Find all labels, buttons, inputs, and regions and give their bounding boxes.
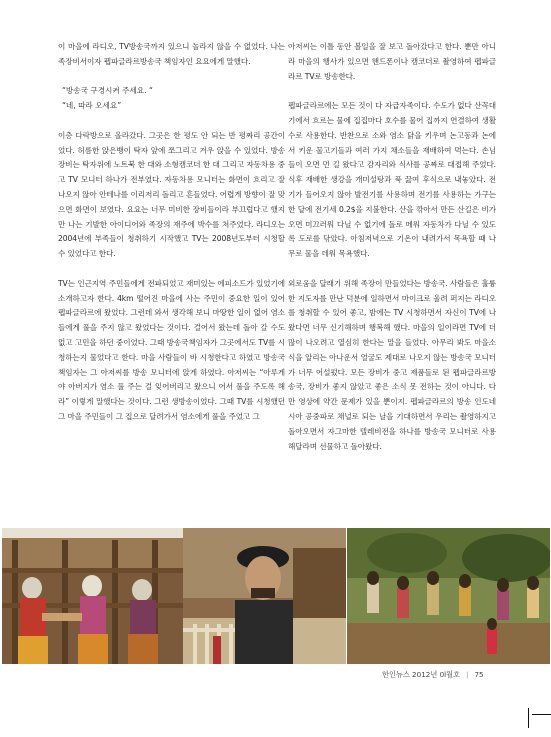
page-footer: 한인뉴스 2012년 0l월호 | 75: [382, 670, 484, 679]
quote-line: “방송국 구경시켜 주세요. “: [62, 86, 153, 96]
paragraph: 이 마을에 라디오, TV방송국까지 있으니 놀라지 않을 수 없었다. 나는 족장비서이자 펩파글라르방송국 책임자인 요요에게 말했다.: [58, 42, 285, 66]
page-number: 75: [474, 670, 484, 679]
photo-strip: [2, 528, 550, 664]
crop-mark: [528, 708, 529, 728]
paragraph: TV는 인근지역 주민들에게 전파되었고 재미있는 에피소드가 있었기에 소개하고자 한다. 4km 떨어진 마을에 사는 주민이 중요한 일이 있어 펩파글라르에 왔었다. 그런데 와서 생각해 보니 마땅한 일이 없어 염소들에게 풀을 주지 않고 왔었다는 것이다. 걸어서 왔는데 돌아 갈 수도 없고 고민을 하던 중이었다. 그때 방송국책임자가 그곳에서도 TV를 시청하는지 물었다고 한다. 마을 사람들이 바 시청한다고 하였고 방송국책임자는 그 아저씨를 방송 모니터에 앉게 하였다. 아저씨는 “아루게야 아버지가 염소 풀 주는 걸 잊어버리고 왔으니 어서 풀을 주도록 해라” 이렇게 말했다는 것이다. 그런 생방송이었다. 그때 TV를 시청했던 그 마을 주민들이 그 집으로 달려가서 염소에게 풀을 주었고 그: [58, 278, 285, 421]
paragraph: 아저씨는 이틀 동안 볼일을 잘 보고 돌아갔다고 한다. 뿐만 아니라 마을의 행사가 있으면 핸드폰이나 캠코더로 촬영하여 펩파글라르 TV로 방송한다.: [288, 42, 496, 81]
right-column: [288, 40, 496, 454]
left-column: [58, 40, 285, 425]
crop-mark: [532, 714, 551, 715]
paragraph: 이층 다락방으로 올라갔다. 그곳은 한 평도 안 되는 반 평짜리 공간이었다. 허름한 앉은뱅이 탁자 앞에 쪼그리고 겨우 앉을 수 있었다. 방송 장비는 탁자위에 노트북 한 대와 소형캠코더 한 대 그리고 자동차용 중고 TV 모니터 하나가 전부였다. 자동차용 모니터는 화면이 흐리고 잘 나오지 않아 안테나를 이리저리 돌리고 흔들었다. 어렵게 방향이 잘 맞으면 화면이 보였다. 요요는 너무 미비한 장비들이라 부끄럽다고 했지만 나는 기발한 아이디어와 족장의 재주에 박수를 쳐주었다. 라디오는 2004년에 부족들이 청취하기 시작했고 TV는 2008년도부터 시청할 수 있었다고 한다.: [58, 130, 285, 259]
paragraph: 펩파글라르에는 모든 것이 다 자급자족이다. 수도가 없다 산꼭대기에서 흐르는 물에 집집마다 호수를 물어 집까지 연결하여 생활수로 사용한다. 반찬으로 소와 염소 닭을 키우며 논고동과 논에서 키운 물고기들과 여러 가지 채소들을 재배하여 먹는다. 손님들이 오면 먼 길 왔다고 감자리와 식사를 공짜로 대접해 주었다. 식후 재배한 생강을 개미설탕과 푹 끓여 후식으로 내놓았다. 전기가 들어오지 않아 발전기를 사용하며 전기를 사용하는 가구는 한 달에 전기세 0.2$을 지불한다. 산을 깎아서 만든 산길은 비가 오면 미끄러워 다닐 수 없기에 돌로 메워 자동차가 다닐 수 있도록 도로를 닦았다. 아침저녁으로 기온이 내려가서 목욕할 때 나무로 물을 데워 목욕했다.: [288, 101, 496, 259]
quote-line: “네, 따라 오세요”: [62, 101, 122, 111]
photo-smiling-man: [183, 528, 346, 664]
paragraph: 외로움을 달래기 위해 족장이 만들었다는 방송국. 사람들은 훌륭한 지도자를 만난 덕분에 일하면서 마이크로 울려 퍼지는 라디오를 청취할 수 있어 좋고, 밤에는 TV 시청하면서 자신이 TV에 나왔다면 너무 신기해하며 행복해 했다. 마을의 일이라면 TV에 더 많이 나오려고 열심히 한다는 말을 들었다. 아무리 봐도 마을소식을 알리는 아나운서 얼굴도 제대로 나오지 않는 방송국 모니터가 너무 어설펐다. 모든 장비가 중고 제품들로 된 펩파글라르방송국, 장비가 좋지 않았고 좋은 소식 못 전하는 것이 아니다. 다만 영상에 약간 문제가 있을 뿐이지. 펩파글라르의 방송 인도네시아 공중파로 채널로 되는 날을 기대하면서 우리는 촬영하지고 돌아오면서 자그마한 텔레비전을 하나를 방송국 모니터로 사용해달라며 선물하고 돌아왔다.: [288, 278, 496, 451]
photo-hillside-workers: [347, 528, 550, 664]
photo-village-women: [2, 528, 183, 664]
publication-name: 한인뉴스 2012년 0l월호: [382, 670, 461, 679]
